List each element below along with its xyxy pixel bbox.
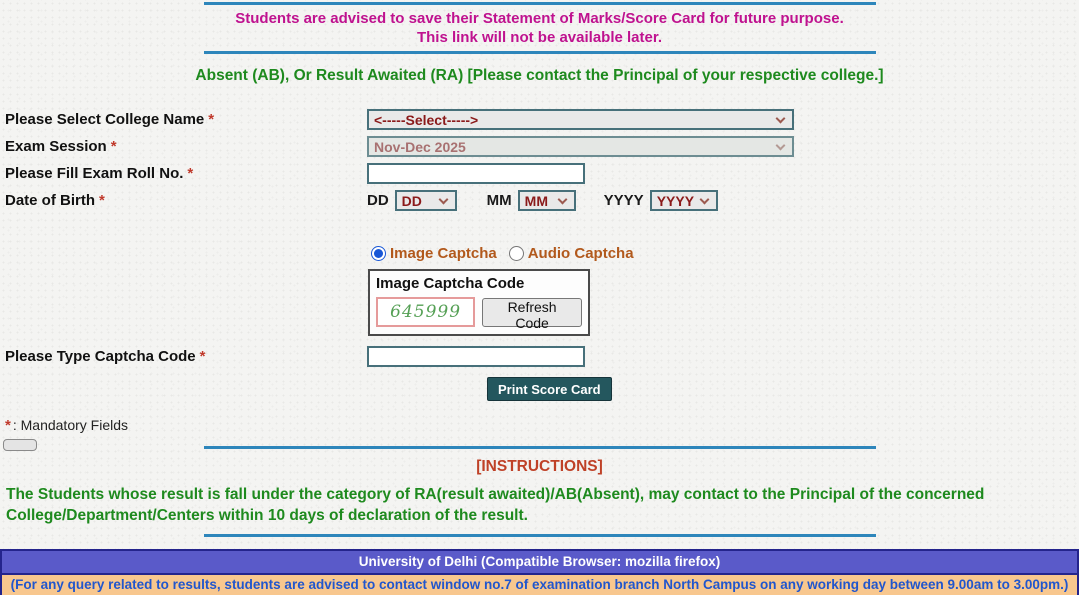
roll-input[interactable] [367,163,585,184]
mm-select[interactable] [518,190,576,211]
divider-instructions-bottom [204,534,876,537]
mm-label: MM [486,192,512,209]
required-asterisk: * [5,417,11,434]
chevron-down-icon [557,194,567,204]
captcha-image [376,297,475,327]
result-form [0,109,1079,211]
chevron-down-icon [699,194,709,204]
footer [0,549,1079,595]
image-captcha-radio[interactable] [371,245,497,262]
absent-note: Absent (AB), Or Result Awaited (RA) [Please contact the Principal of your respective college.] [195,67,884,84]
required-asterisk: * [199,348,206,365]
instructions-title: [INSTRUCTIONS] [476,458,603,475]
chevron-down-icon [776,113,786,123]
footer-university-bar: University of Delhi (Compatible Browser: mozilla firefox) [2,551,1077,575]
captcha-box [368,269,590,336]
print-score-card-button[interactable]: Print Score Card [487,377,612,401]
session-label-text: Exam Session [5,138,107,155]
save-notice-line1: Students are advised to save their Statement of Marks/Score Card for future purpose. [235,10,844,27]
college-label [5,111,367,128]
required-asterisk: * [99,192,105,209]
captcha-box-title: Image Captcha Code [376,275,525,292]
image-captcha-radio-input[interactable] [371,246,386,261]
yyyy-label: YYYY [603,192,644,209]
session-label [5,138,367,155]
dob-group [367,190,718,211]
roll-row [5,163,1079,184]
session-select-value: Nov-Dec 2025 [374,138,466,155]
mandatory-note [5,417,1079,434]
instructions-body: The Students whose result is fall under the category of RA(result awaited)/AB(Absent), may contact to the Principal of the concerned College/Department/Centers within 10 days of declaration of the result. [6,486,985,524]
session-row [5,136,1079,157]
chevron-down-icon [438,194,448,204]
roll-label-text: Please Fill Exam Roll No. [5,165,184,182]
divider-notice-bottom [204,51,876,54]
captcha-type-row [371,245,1079,262]
save-notice-line2: This link will not be available later. [416,29,663,46]
dd-select-value: DD [401,192,422,209]
college-row [5,109,1079,130]
required-asterisk: * [208,111,215,128]
required-asterisk: * [110,138,117,155]
chevron-down-icon [776,140,786,150]
mandatory-note-text: : Mandatory Fields [12,417,129,433]
audio-captcha-radio[interactable] [509,245,634,262]
mm-select-value: MM [524,192,548,209]
college-label-text: Please Select College Name [5,111,205,128]
roll-label [5,165,367,182]
yyyy-select[interactable] [650,190,718,211]
refresh-code-button[interactable]: Refresh Code [482,298,582,327]
audio-captcha-radio-input[interactable] [509,246,524,261]
empty-chip [3,439,37,451]
print-row [487,377,1079,401]
session-select [367,136,794,157]
captcha-input[interactable] [367,346,585,367]
captcha-inner [376,297,582,331]
dob-label-text: Date of Birth [5,192,95,209]
footer-query-bar: (For any query related to results, students are advised to contact window no.7 of examination branch North Campus on any working day between 9.00am to 3.00pm.) [2,575,1077,595]
dob-row [5,190,1079,211]
audio-captcha-radio-label: Audio Captcha [527,245,634,262]
dob-label [5,192,367,209]
yyyy-select-value: YYYY [656,192,695,209]
required-asterisk: * [187,165,194,182]
divider-instructions-top [204,446,876,449]
dd-label: DD [367,192,389,209]
college-select[interactable] [367,109,794,130]
save-notice [0,5,1079,51]
captcha-input-label-text: Please Type Captcha Code [5,348,196,365]
captcha-input-row [0,346,1079,367]
dd-select[interactable] [395,190,457,211]
captcha-input-label [5,348,367,365]
captcha-code-text: 645999 [390,302,462,322]
image-captcha-radio-label: Image Captcha [390,245,497,262]
college-select-value: <-----Select-----> [374,111,479,128]
